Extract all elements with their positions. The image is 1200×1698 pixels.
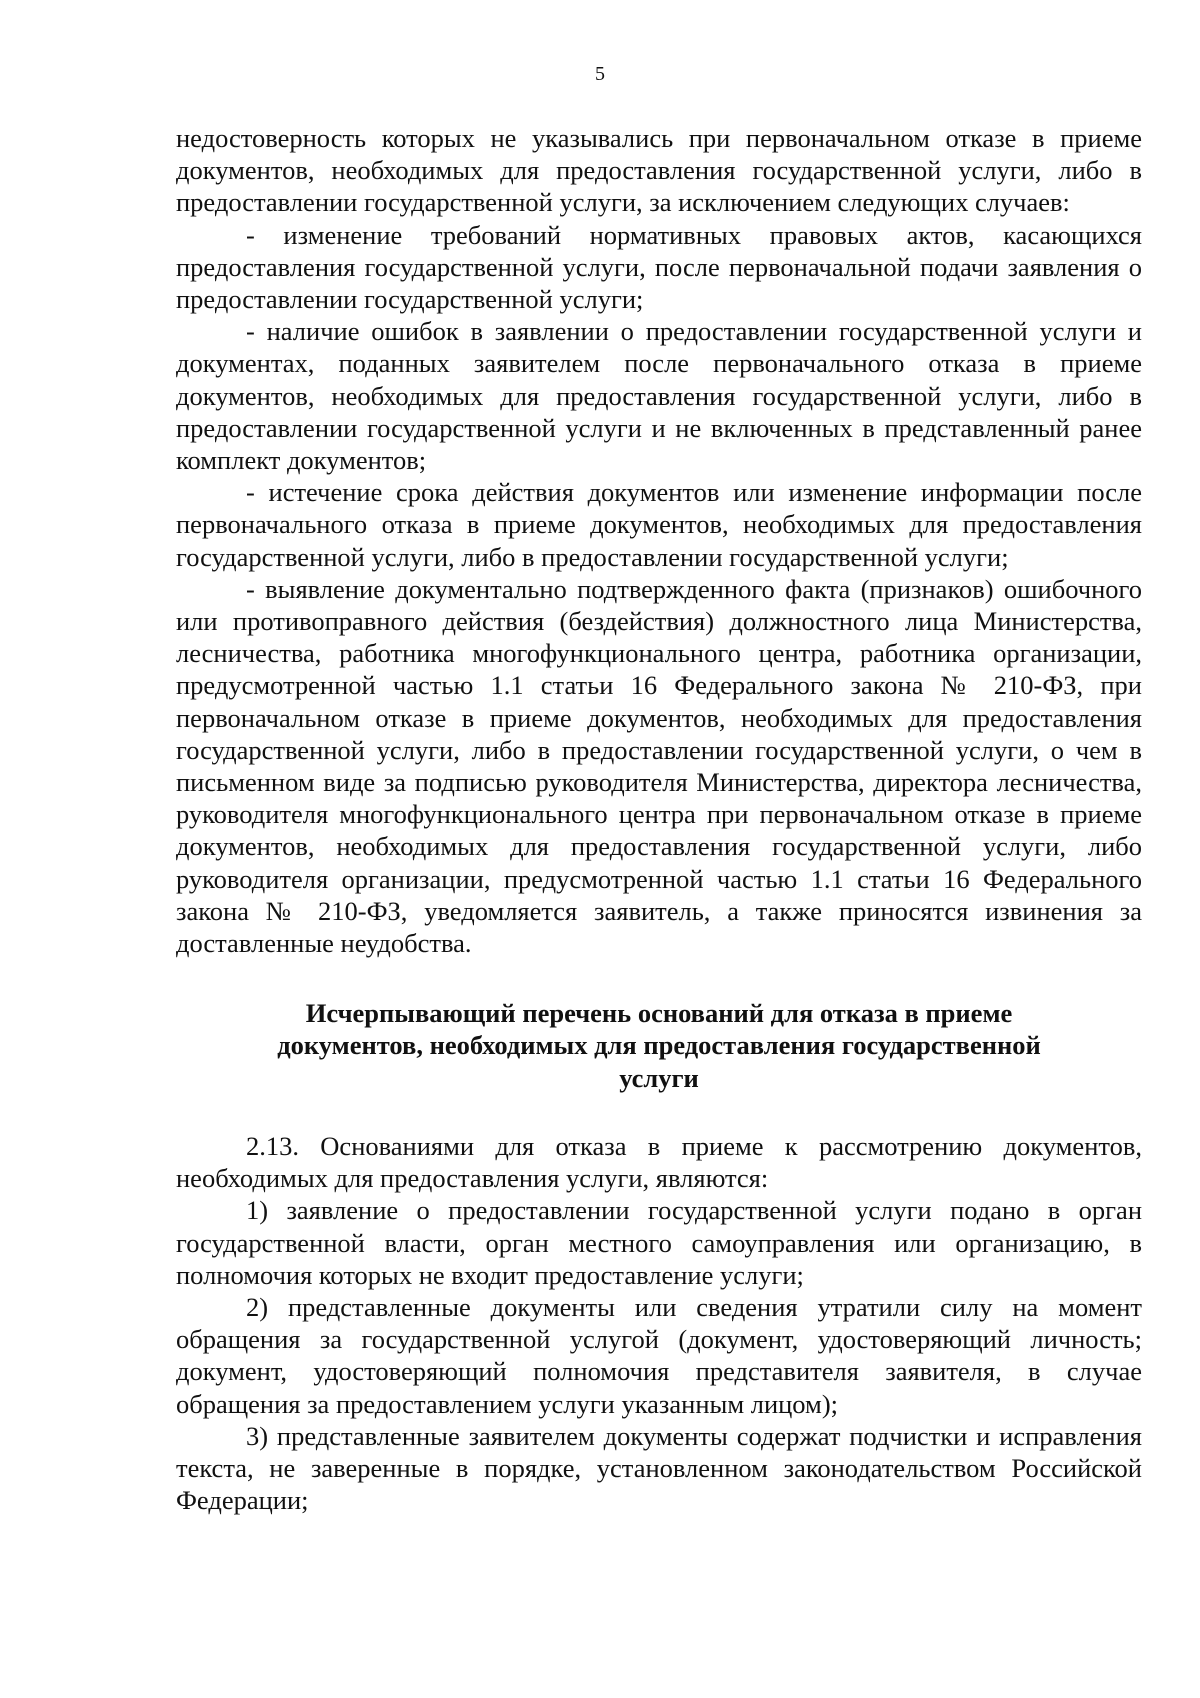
clause-intro: 2.13. Основаниями для отказа в приеме к рассмотрению документов, необходимых для предоставления услуги, являются:	[176, 1130, 1142, 1194]
document-body	[176, 122, 1142, 1516]
ground-item: 2) представленные документы или сведения утратили силу на момент обращения за государственной услугой (документ, удостоверяющий личность; документ, удостоверяющий полномочия представителя заявителя, в случае обращения за предоставлением услуги указанным лицом);	[176, 1291, 1142, 1419]
ground-item: 3) представленные заявителем документы содержат подчистки и исправления текста, не заверенные в порядке, установленном законодательством Российской Федерации;	[176, 1420, 1142, 1516]
exception-item: - истечение срока действия документов или изменение информации после первоначального отказа в приеме документов, необходимых для предоставления государственной услуги, либо в предоставлении государственной услуги;	[176, 477, 1142, 572]
continuation-paragraph: недостоверность которых не указывались при первоначальном отказе в приеме документов, необходимых для предоставления государственной услуги, либо в предоставлении государственной услуги, за исключением следующих случаев:	[176, 123, 1142, 218]
page-number: 5	[595, 63, 605, 85]
ground-item: 1) заявление о предоставлении государственной услуги подано в орган государственной власти, орган местного самоуправления или организацию, в полномочия которых не входит предоставление услуги;	[176, 1195, 1142, 1290]
exception-item: - изменение требований нормативных правовых актов, касающихся предоставления государственной услуги, после первоначальной подачи заявления о предоставлении государственной услуги;	[176, 219, 1142, 315]
section-heading: Исчерпывающий перечень оснований для отказа в приеме документов, необходимых для предоставления государственной услуги	[277, 998, 1041, 1093]
exception-item: - наличие ошибок в заявлении о предоставлении государственной услуги и документах, поданных заявителем после первоначального отказа в приеме документов, необходимых для предоставления государственной услуги, либо в предоставлении государственной услуги и не включенных в представленный ранее комплект документов;	[176, 316, 1142, 476]
exception-item: - выявление документально подтвержденного факта (признаков) ошибочного или противоправного действия (бездействия) должностного лица Министерства, лесничества, работника многофункционального центра, работника организации, предусмотренной частью 1.1 статьи 16 Федерального закона № 210-ФЗ, при первоначальном отказе в приеме документов, необходимых для предоставления государственной услуги, либо в предоставлении государственной услуги, о чем в письменном виде за подписью руководителя Министерства, директора лесничества, руководителя многофункционального центра при первоначальном отказе в приеме документов, необходимых для предоставления государственной услуги, либо руководителя организации, предусмотренной частью 1.1 статьи 16 Федерального закона № 210-ФЗ, уведомляется заявитель, а также приносятся извинения за доставленные неудобства.	[176, 573, 1142, 959]
